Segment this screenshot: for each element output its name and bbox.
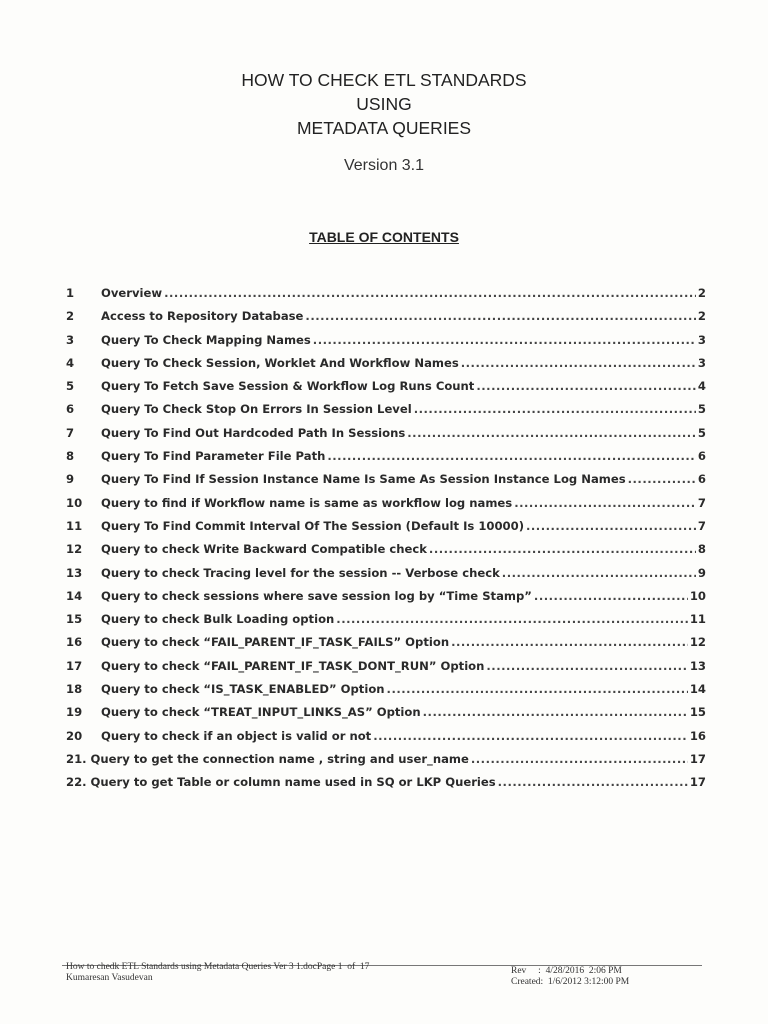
toc-entry-page: 12 bbox=[689, 635, 706, 650]
toc-entry-number: 7 bbox=[66, 425, 75, 440]
toc-entry-number: 21. bbox=[66, 751, 87, 766]
toc-entry-number: 5 bbox=[66, 379, 75, 394]
toc-entry-page: 8 bbox=[697, 542, 706, 557]
toc-entry-number: 16 bbox=[66, 635, 83, 650]
toc-entry-page: 2 bbox=[697, 286, 706, 300]
toc-dot-leader bbox=[423, 705, 688, 719]
table-of-contents bbox=[66, 286, 706, 799]
toc-dot-leader bbox=[526, 519, 696, 533]
toc-entry-number: 1 bbox=[66, 286, 75, 300]
toc-entry[interactable] bbox=[66, 705, 706, 728]
toc-dot-leader bbox=[305, 309, 696, 323]
toc-entry-title: Overview bbox=[101, 286, 163, 300]
toc-entry-number: 2 bbox=[66, 309, 75, 324]
toc-entry[interactable] bbox=[66, 426, 706, 449]
title-line: USING bbox=[356, 94, 412, 114]
toc-entry[interactable] bbox=[66, 775, 706, 798]
toc-dot-leader bbox=[476, 379, 696, 393]
toc-entry-page: 9 bbox=[697, 565, 706, 580]
toc-entry-number: 9 bbox=[66, 472, 75, 487]
toc-entry[interactable] bbox=[66, 682, 706, 705]
toc-dot-leader bbox=[628, 472, 696, 486]
toc-entry[interactable] bbox=[66, 356, 706, 379]
toc-entry-page: 13 bbox=[689, 658, 706, 673]
toc-entry-page: 6 bbox=[697, 472, 706, 487]
toc-dot-leader bbox=[461, 356, 696, 370]
toc-dot-leader bbox=[313, 333, 696, 347]
toc-entry-title: Query to check “FAIL_PARENT_IF_TASK_DONT_RUN” Option bbox=[101, 658, 485, 673]
toc-entry-title: Query to find if Workflow name is same as workflow log names bbox=[101, 495, 513, 510]
toc-entry-number: 4 bbox=[66, 355, 75, 370]
toc-dot-leader bbox=[498, 775, 688, 789]
toc-entry[interactable] bbox=[66, 309, 706, 332]
toc-entry-page: 17 bbox=[689, 775, 706, 790]
toc-dot-leader bbox=[373, 729, 688, 743]
footer-right bbox=[511, 966, 629, 988]
toc-entry-number: 19 bbox=[66, 705, 83, 720]
toc-entry-number: 22. bbox=[66, 775, 87, 790]
toc-dot-leader bbox=[451, 635, 688, 649]
toc-entry-page: 3 bbox=[697, 355, 706, 370]
footer-author: Kumaresan Vasudevan bbox=[66, 973, 153, 983]
toc-entry-page: 10 bbox=[689, 588, 706, 603]
toc-dot-leader bbox=[407, 426, 696, 440]
toc-entry[interactable] bbox=[66, 659, 706, 682]
toc-entry[interactable] bbox=[66, 635, 706, 658]
toc-entry-title: Query To Check Mapping Names bbox=[101, 332, 311, 347]
toc-entry-page: 11 bbox=[689, 612, 706, 627]
toc-entry-page: 4 bbox=[697, 379, 706, 394]
toc-entry[interactable] bbox=[66, 612, 706, 635]
toc-entry[interactable] bbox=[66, 542, 706, 565]
toc-entry-title: Query To Find Commit Interval Of The Session (Default Is 10000) bbox=[101, 518, 524, 533]
toc-entry-title: Query To Fetch Save Session & Workflow Log Runs Count bbox=[101, 379, 475, 394]
toc-dot-leader bbox=[514, 496, 696, 510]
toc-entry-title: Query to check Write Backward Compatible check bbox=[101, 542, 427, 557]
title-line: METADATA QUERIES bbox=[296, 118, 472, 138]
toc-entry-title: Query To Find Parameter File Path bbox=[101, 449, 326, 464]
toc-entry-page: 6 bbox=[697, 449, 706, 464]
toc-entry-number: 18 bbox=[66, 682, 83, 697]
footer-doc-line: How to chedk ETL Standards using Metadata Queries Ver 3 1.docPage 1 of 17 bbox=[66, 962, 370, 972]
toc-dot-leader bbox=[327, 449, 696, 463]
toc-entry-page: 7 bbox=[697, 518, 706, 533]
toc-entry-number: 12 bbox=[66, 542, 83, 557]
toc-entry[interactable] bbox=[66, 752, 706, 775]
toc-entry-title: Query To Find Out Hardcoded Path In Sessions bbox=[101, 425, 406, 440]
toc-entry-number: 17 bbox=[66, 658, 83, 673]
toc-entry-title: Query to check “FAIL_PARENT_IF_TASK_FAILS” Option bbox=[101, 635, 450, 650]
toc-entry-title: Query to check Bulk Loading option bbox=[101, 612, 335, 627]
toc-entry-page: 2 bbox=[697, 309, 706, 324]
toc-dot-leader bbox=[534, 589, 688, 603]
toc-entry[interactable] bbox=[66, 333, 706, 356]
toc-entry-title: Query To Check Session, Worklet And Workflow Names bbox=[101, 355, 459, 370]
toc-entry-page: 15 bbox=[689, 705, 706, 720]
toc-dot-leader bbox=[387, 682, 688, 696]
toc-entry-number: 10 bbox=[66, 495, 83, 510]
title-line: HOW TO CHECK ETL STANDARDS bbox=[241, 70, 527, 90]
document-title bbox=[0, 68, 768, 140]
toc-entry-number: 14 bbox=[66, 588, 83, 603]
toc-dot-leader bbox=[471, 752, 688, 766]
toc-entry-title: Access to Repository Database bbox=[101, 309, 304, 324]
toc-dot-leader bbox=[486, 659, 687, 673]
toc-heading: TABLE OF CONTENTS bbox=[309, 229, 459, 245]
toc-entry-title: Query to check sessions where save session log by “Time Stamp” bbox=[101, 588, 532, 603]
version-label: Version 3.1 bbox=[343, 157, 425, 174]
toc-entry[interactable] bbox=[66, 729, 706, 752]
toc-entry-title: Query to check “TREAT_INPUT_LINKS_AS” Option bbox=[101, 705, 421, 720]
toc-entry-title: Query To Find If Session Instance Name Is Same As Session Instance Log Names bbox=[101, 472, 626, 487]
toc-entry-page: 16 bbox=[689, 728, 706, 743]
toc-entry-title: Query to get Table or column name used in SQ or LKP Queries bbox=[90, 775, 496, 790]
toc-entry[interactable] bbox=[66, 472, 706, 495]
toc-entry-title: Query to get the connection name , string and user_name bbox=[90, 751, 469, 766]
toc-entry[interactable] bbox=[66, 286, 706, 309]
toc-dot-leader bbox=[502, 566, 696, 580]
toc-dot-leader bbox=[336, 612, 688, 626]
toc-entry[interactable] bbox=[66, 402, 706, 425]
toc-entry-page: 17 bbox=[689, 751, 706, 766]
footer-left bbox=[66, 962, 369, 984]
toc-dot-leader bbox=[164, 286, 696, 300]
toc-entry-number: 11 bbox=[66, 518, 83, 533]
toc-entry-page: 7 bbox=[697, 495, 706, 510]
footer-created: Created: 1/6/2012 3:12:00 PM bbox=[511, 977, 630, 987]
toc-entry[interactable] bbox=[66, 379, 706, 402]
toc-entry-number: 6 bbox=[66, 402, 75, 417]
toc-entry[interactable] bbox=[66, 589, 706, 612]
toc-entry[interactable] bbox=[66, 519, 706, 542]
toc-entry-page: 14 bbox=[689, 682, 706, 697]
toc-entry-title: Query to check “IS_TASK_ENABLED” Option bbox=[101, 682, 385, 697]
toc-entry-title: Query to check if an object is valid or not bbox=[101, 728, 372, 743]
toc-entry-number: 8 bbox=[66, 449, 75, 464]
toc-entry-page: 3 bbox=[697, 332, 706, 347]
toc-dot-leader bbox=[429, 542, 696, 556]
toc-entry-number: 15 bbox=[66, 612, 83, 627]
toc-entry[interactable] bbox=[66, 566, 706, 589]
toc-entry-title: Query To Check Stop On Errors In Session Level bbox=[101, 402, 412, 417]
toc-entry[interactable] bbox=[66, 496, 706, 519]
footer-rev: Rev : 4/28/2016 2:06 PM bbox=[511, 966, 622, 976]
toc-entry-title: Query to check Tracing level for the session -- Verbose check bbox=[101, 565, 500, 580]
toc-entry-number: 13 bbox=[66, 565, 83, 580]
toc-entry-number: 20 bbox=[66, 728, 83, 743]
toc-dot-leader bbox=[414, 402, 696, 416]
toc-entry-page: 5 bbox=[697, 425, 706, 440]
toc-entry[interactable] bbox=[66, 449, 706, 472]
toc-entry-number: 3 bbox=[66, 332, 75, 347]
toc-entry-page: 5 bbox=[697, 402, 706, 417]
